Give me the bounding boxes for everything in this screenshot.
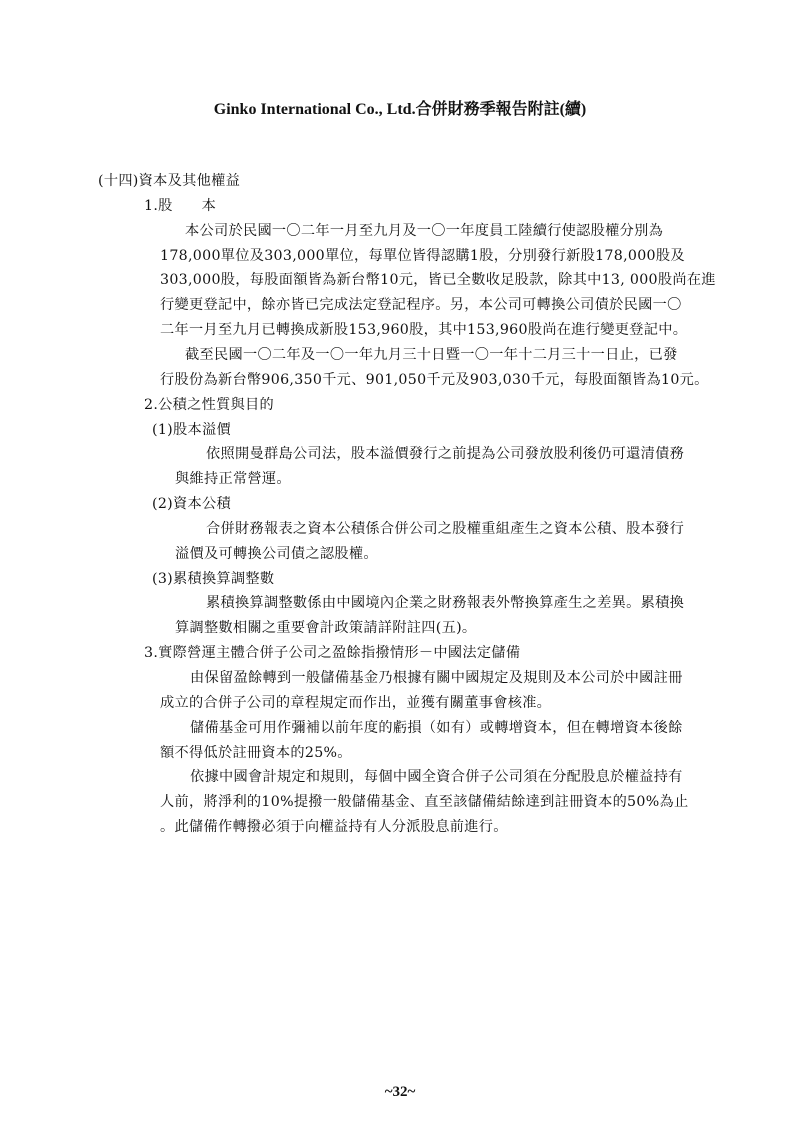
reserve-line: 由保留盈餘轉到一般儲備基金乃根據有關中國規定及規則及本公司於中國註冊 [190, 670, 683, 686]
page-header: Ginko International Co., Ltd.合併財務季報告附註(續) [213, 101, 587, 118]
reserve-line: 。此儲備作轉撥必須于向權益持有人分派股息前進行。 [160, 819, 508, 835]
subsection-line: 依照開曼群島公司法，股本溢價發行之前提為公司發放股利後仍可還清債務 [206, 446, 685, 462]
subsection-line: 算調整數相關之重要會計政策請詳附註四(五)。 [175, 620, 477, 636]
share-capital-p1-line: 178,000單位及303,000單位，每單位皆得認購1股，分別發行新股178,000股及 [160, 248, 685, 264]
share-capital-p1-line: 本公司於民國一〇二年一月至九月及一〇一年度員工陸續行使認股權分別為 [185, 223, 664, 239]
subsection-line: 合併財務報表之資本公積係合併公司之股權重組產生之資本公積、股本發行 [206, 521, 685, 537]
reserve-line: 依據中國會計規定和規則，每個中國全資合併子公司須在分配股息於權益持有 [190, 769, 683, 785]
share-capital-p1-line: 二年一月至九月已轉換成新股153,960股，其中153,960股尚在進行變更登記中。 [160, 322, 688, 338]
share-capital-heading: 1.股 本 [144, 198, 217, 214]
section-title: (十四)資本及其他權益 [98, 173, 241, 189]
share-capital-p1-line: 行變更登記中，餘亦皆已完成法定登記程序。另，本公司可轉換公司債於民國一〇 [160, 297, 682, 313]
reserve-line: 人前，將淨利的10%提撥一般儲備基金、直至該儲備結餘達到註冊資本的50%為止 [160, 794, 689, 810]
share-capital-p2-line: 行股份為新台幣906,350千元、901,050千元及903,030千元，每股面額皆為10元。 [160, 372, 709, 388]
share-capital-p2-line: 截至民國一〇二年及一〇一年九月三十日暨一〇一年十二月三十一日止，已發 [185, 347, 678, 363]
subsection-line: 溢價及可轉換公司債之認股權。 [175, 546, 378, 562]
subsection-line: 與維持正常營運。 [175, 471, 291, 487]
reserve-line: 儲備基金可用作彌補以前年度的虧損（如有）或轉增資本，但在轉增資本後餘 [190, 720, 683, 736]
subsection-heading: (2)資本公積 [152, 496, 231, 512]
subsection-heading: (1)股本溢價 [152, 422, 231, 438]
subsection-heading: (3)累積換算調整數 [152, 571, 275, 587]
subsection-line: 累積換算調整數係由中國境內企業之財務報表外幣換算產生之差異。累積換 [206, 595, 685, 611]
reserve-line: 成立的合併子公司的章程規定而作出，並獲有關董事會核准。 [160, 695, 552, 711]
reserve-heading: 3.實際營運主體合併子公司之盈餘指撥情形－中國法定儲備 [144, 645, 521, 661]
capital-surplus-heading: 2.公積之性質與目的 [144, 397, 275, 413]
reserve-line: 額不得低於註冊資本的25%。 [160, 745, 352, 761]
page-number: ~32~ [384, 1084, 416, 1100]
share-capital-p1-line: 303,000股，每股面額皆為新台幣10元，皆已全數收足股款，除其中13, 000股尚在進 [160, 272, 716, 288]
